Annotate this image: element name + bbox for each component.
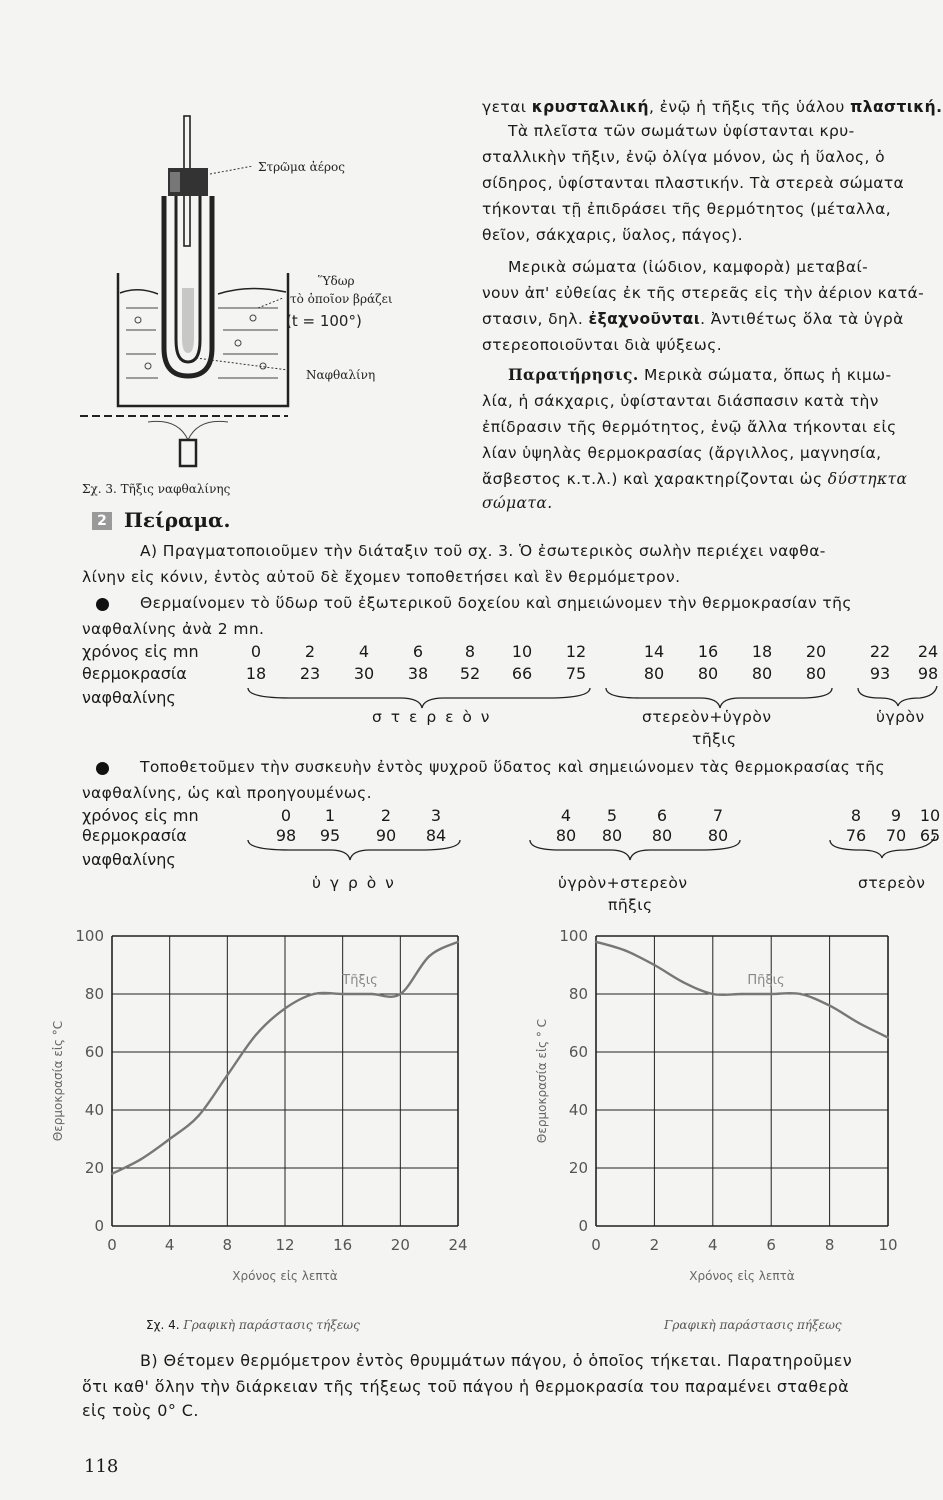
x-tick-label: 8 [222, 1236, 233, 1254]
table1-temp-cell: 80 [643, 664, 665, 683]
x-tick-label: 24 [448, 1236, 468, 1254]
x-tick-label: 12 [275, 1236, 295, 1254]
data-point [858, 1022, 860, 1024]
x-tick-label: 4 [164, 1236, 175, 1254]
data-point [770, 993, 772, 995]
text-line: θεῖον, σάκχαρις, ὕαλος, πάγος). [482, 226, 743, 244]
label-water-temp: (t = 100°) [286, 312, 362, 330]
row-label-temp: θερμοκρασία [82, 826, 187, 845]
table2-time-cell: 3 [430, 806, 442, 825]
data-point [226, 1074, 228, 1076]
y-tick-label: 100 [75, 927, 104, 945]
table2-temp-cell: 80 [601, 826, 623, 845]
text-line: τήκονται τῇ ἐπιδράσει τῆς θερμότητος (μέταλλα, [482, 200, 892, 218]
table1-temp-cell: 80 [805, 664, 827, 683]
experiment-badge: 2 [92, 512, 112, 530]
label-freezing: πῆξις [608, 896, 653, 914]
label-solid: σ τ ε ρ ε ὸ ν [372, 708, 492, 726]
row-label-time: χρόνος εἰς mn [82, 806, 199, 825]
heating-line1: Θερμαίνομεν τὸ ὕδωρ τοῦ ἐξωτερικοῦ δοχείου καὶ σημειώνομεν τὴν θερμοκρασίαν τῆς [140, 594, 852, 612]
x-tick-label: 2 [649, 1236, 660, 1254]
x-tick-label: 0 [107, 1236, 117, 1254]
y-axis-label: Θερμοκρασία εἰς °C [51, 1020, 65, 1142]
section-b-line1: Β) Θέτομεν θερμόμετρον ἐντὸς θρυμμάτων πάγου, ὁ ὁποῖος τήκεται. Παρατηροῦμεν [140, 1351, 853, 1370]
label-liquid-solid: ὑγρὸν+στερεὸν [558, 874, 688, 892]
bullet-icon [96, 598, 109, 611]
y-axis-label: Θερμοκρασία εἰς ° C [535, 1018, 549, 1144]
row-label-naphthalene: ναφθαλίνης [82, 850, 176, 869]
table1-time-cell: 14 [643, 642, 665, 661]
section-b-line3: εἰς τοὺς 0° C. [82, 1401, 199, 1420]
table2-time-cell: 1 [324, 806, 336, 825]
curve-annotation: Τῆξις [342, 973, 378, 988]
table1-temp-cell: 30 [353, 664, 375, 683]
brace-solid-heating [248, 688, 590, 708]
melting-chart [40, 920, 490, 1290]
data-point [828, 1004, 830, 1006]
label-liquid: ὑγρὸν [876, 708, 925, 726]
text-line: Μερικὰ σώματα (ἰώδιον, καμφορὰ) μεταβαί- [508, 258, 869, 276]
table2-time-cell: 9 [890, 806, 902, 825]
table1-time-cell: 12 [565, 642, 587, 661]
text-line: γεται κρυσταλλική, ἐνῷ ἡ τῆξις τῆς ὑάλου πλαστική. [482, 98, 943, 116]
table1-time-cell: 20 [805, 642, 827, 661]
x-tick-label: 6 [766, 1236, 776, 1254]
x-tick-label: 0 [591, 1236, 601, 1254]
table1-temp-cell: 75 [565, 664, 587, 683]
table2-temp-cell: 76 [845, 826, 867, 845]
table2-temp-cell: 84 [425, 826, 447, 845]
experiment-title: Πείραμα. [124, 508, 231, 532]
text-line: λίαν ὑψηλὰς θερμοκρασίας (ἄργιλλος, μαγνησία, [482, 444, 882, 462]
figure4-caption-right: Γραφικὴ παράστασις πήξεως [664, 1318, 842, 1332]
text-line: ἐπίδρασιν τῆς θερμότητος, ἐνῷ ἄλλα τήκονται εἰς [482, 418, 897, 436]
y-tick-label: 20 [568, 1159, 588, 1177]
label-air-layer: Στρῶμα ἀέρος [258, 160, 345, 174]
brace-liquid-heating [858, 686, 937, 706]
y-tick-label: 80 [84, 985, 104, 1003]
table2-time-cell: 0 [280, 806, 292, 825]
label-liquid: ὑ γ ρ ὸ ν [312, 874, 396, 892]
heating-line2: ναφθαλίνης ἀνὰ 2 mn. [82, 620, 265, 638]
y-tick-label: 80 [568, 985, 588, 1003]
section-b-line2: ὅτι καθ' ὅλην τὴν διάρκειαν τῆς τήξεως τοῦ πάγου ἡ θερμοκρασία του παραμένει σταθερὰ [82, 1377, 850, 1396]
table1-time-cell: 6 [412, 642, 424, 661]
data-point [595, 941, 597, 943]
data-point [887, 1036, 889, 1038]
section-a-line2: λίνην εἰς κόνιν, ἐντὸς αὐτοῦ δὲ ἔχομεν τοποθετήσει καὶ ἓν θερμόμετρον. [82, 568, 681, 586]
x-axis-label: Χρόνος εἰς λεπτὰ [232, 1269, 338, 1283]
data-point [168, 1138, 170, 1140]
y-tick-label: 0 [94, 1217, 104, 1235]
table1-temp-cell: 38 [407, 664, 429, 683]
table1-time-cell: 24 [917, 642, 939, 661]
table2-temp-cell: 80 [651, 826, 673, 845]
y-tick-label: 60 [84, 1043, 104, 1061]
text-line: στερεοποιοῦνται διὰ ψύξεως. [482, 336, 723, 354]
label-melting: τῆξις [692, 730, 737, 748]
label-solid-liquid: στερεὸν+ὑγρὸν [642, 708, 772, 726]
data-point [799, 993, 801, 995]
row-label-time: χρόνος εἰς mn [82, 642, 199, 661]
freezing-chart [520, 920, 940, 1290]
label-solid: στερεὸν [858, 874, 926, 892]
text-line: σταλλικὴν τῆξιν, ἐνῷ ὀλίγα μόνον, ὡς ἡ ὕαλος, ὁ [482, 148, 886, 166]
table2-temp-cell: 70 [885, 826, 907, 845]
table1-temp-cell: 80 [697, 664, 719, 683]
data-point [457, 941, 459, 943]
y-tick-label: 40 [568, 1101, 588, 1119]
table2-temp-cell: 98 [275, 826, 297, 845]
table1-temp-cell: 23 [299, 664, 321, 683]
section-a-line1: Α) Πραγματοποιοῦμεν τὴν διάταξιν τοῦ σχ. 3. Ὁ ἐσωτερικὸς σωλὴν περιέχει ναφθα- [140, 542, 826, 560]
text-line: σώματα. [482, 494, 553, 512]
data-point [370, 993, 372, 995]
data-point [111, 1173, 113, 1175]
x-tick-label: 8 [824, 1236, 835, 1254]
beaker [118, 273, 288, 406]
table1-time-cell: 10 [511, 642, 533, 661]
figure3-caption: Σχ. 3. Τῆξις ναφθαλίνης [82, 482, 231, 496]
row-label-naphthalene: ναφθαλίνης [82, 688, 176, 707]
data-point [624, 949, 626, 951]
y-tick-label: 0 [578, 1217, 588, 1235]
table1-temp-cell: 66 [511, 664, 533, 683]
x-tick-label: 16 [333, 1236, 353, 1254]
table2-temp-cell: 95 [319, 826, 341, 845]
brace-mix-heating [606, 688, 832, 708]
table1-time-cell: 16 [697, 642, 719, 661]
text-line: στασιν, δηλ. ἐξαχνοῦνται. Ἀντιθέτως ὅλα τὰ ὑγρὰ [482, 310, 904, 328]
text-line: Τὰ πλεῖστα τῶν σωμάτων ὑφίστανται κρυ- [508, 122, 855, 140]
data-point [428, 955, 430, 957]
data-point [712, 993, 714, 995]
table1-temp-cell: 52 [459, 664, 481, 683]
text-line: λία, ἡ σάκχαρις, ὑφίστανται διάσπασιν κατὰ τὴν [482, 392, 879, 410]
table2-time-cell: 2 [380, 806, 392, 825]
data-point [197, 1115, 199, 1117]
table2-time-cell: 10 [919, 806, 941, 825]
table1-time-cell: 8 [464, 642, 476, 661]
label-water-1: Ὕδωρ [318, 274, 355, 288]
table2-time-cell: 6 [656, 806, 668, 825]
table1-temp-cell: 98 [917, 664, 939, 683]
table2-time-cell: 7 [712, 806, 724, 825]
data-point [741, 993, 743, 995]
table2-temp-cell: 80 [555, 826, 577, 845]
table2-time-cell: 4 [560, 806, 572, 825]
y-tick-label: 20 [84, 1159, 104, 1177]
cooling-line2: ναφθαλίνης, ὡς καὶ προηγουμένως. [82, 784, 372, 802]
data-point [653, 964, 655, 966]
table1-temp-cell: 93 [869, 664, 891, 683]
label-water-2: τὸ ὁποῖον βράζει [290, 292, 393, 306]
table2-temp-cell: 65 [919, 826, 941, 845]
burner [180, 440, 196, 466]
table1-time-cell: 0 [250, 642, 262, 661]
data-point [284, 1007, 286, 1009]
x-tick-label: 4 [708, 1236, 718, 1254]
page-number: 118 [84, 1456, 119, 1477]
data-point [140, 1158, 142, 1160]
table1-temp-cell: 18 [245, 664, 267, 683]
bullet-icon [96, 762, 109, 775]
data-point [399, 993, 401, 995]
data-point [255, 1033, 257, 1035]
figure4-caption: Σχ. 4. Γραφικὴ παράστασις τήξεως [146, 1318, 360, 1332]
data-series-line [596, 942, 888, 1038]
row-label-temp: θερμοκρασία [82, 664, 187, 683]
table1-time-cell: 2 [304, 642, 316, 661]
table2-temp-cell: 90 [375, 826, 397, 845]
data-point [313, 993, 315, 995]
table2-time-cell: 5 [606, 806, 618, 825]
text-line: ἄσβεστος κ.τ.λ.) καὶ χαρακτηρίζονται ὡς δύστηκτα [482, 470, 908, 488]
cooling-line1: Τοποθετοῦμεν τὴν συσκευὴν ἐντὸς ψυχροῦ ὕδατος καὶ σημειώνομεν τὰς θερμοκρασίας τῆς [140, 758, 886, 776]
data-point [682, 981, 684, 983]
label-naphthalene: Ναφθαλίνη [306, 368, 376, 382]
table1-temp-cell: 80 [751, 664, 773, 683]
table1-time-cell: 4 [358, 642, 370, 661]
y-tick-label: 60 [568, 1043, 588, 1061]
y-tick-label: 40 [84, 1101, 104, 1119]
table1-time-cell: 18 [751, 642, 773, 661]
text-line: σίδηρος, ὑφίστανται πλαστικήν. Τὰ στερεὰ σώματα [482, 174, 905, 192]
y-tick-label: 100 [559, 927, 588, 945]
x-tick-label: 20 [390, 1236, 410, 1254]
x-tick-label: 10 [878, 1236, 898, 1254]
table1-time-cell: 22 [869, 642, 891, 661]
curve-annotation: Πῆξις [747, 973, 785, 988]
table2-time-cell: 8 [850, 806, 862, 825]
x-axis-label: Χρόνος εἰς λεπτὰ [689, 1269, 795, 1283]
data-point [341, 993, 343, 995]
table2-temp-cell: 80 [707, 826, 729, 845]
text-line: νουν ἀπ' εὐθείας ἐκ τῆς στερεᾶς εἰς τὴν ἀέριον κατά- [482, 284, 925, 302]
text-line: Παρατήρησις. Μερικὰ σώματα, ὅπως ἡ κιμω- [508, 365, 892, 384]
